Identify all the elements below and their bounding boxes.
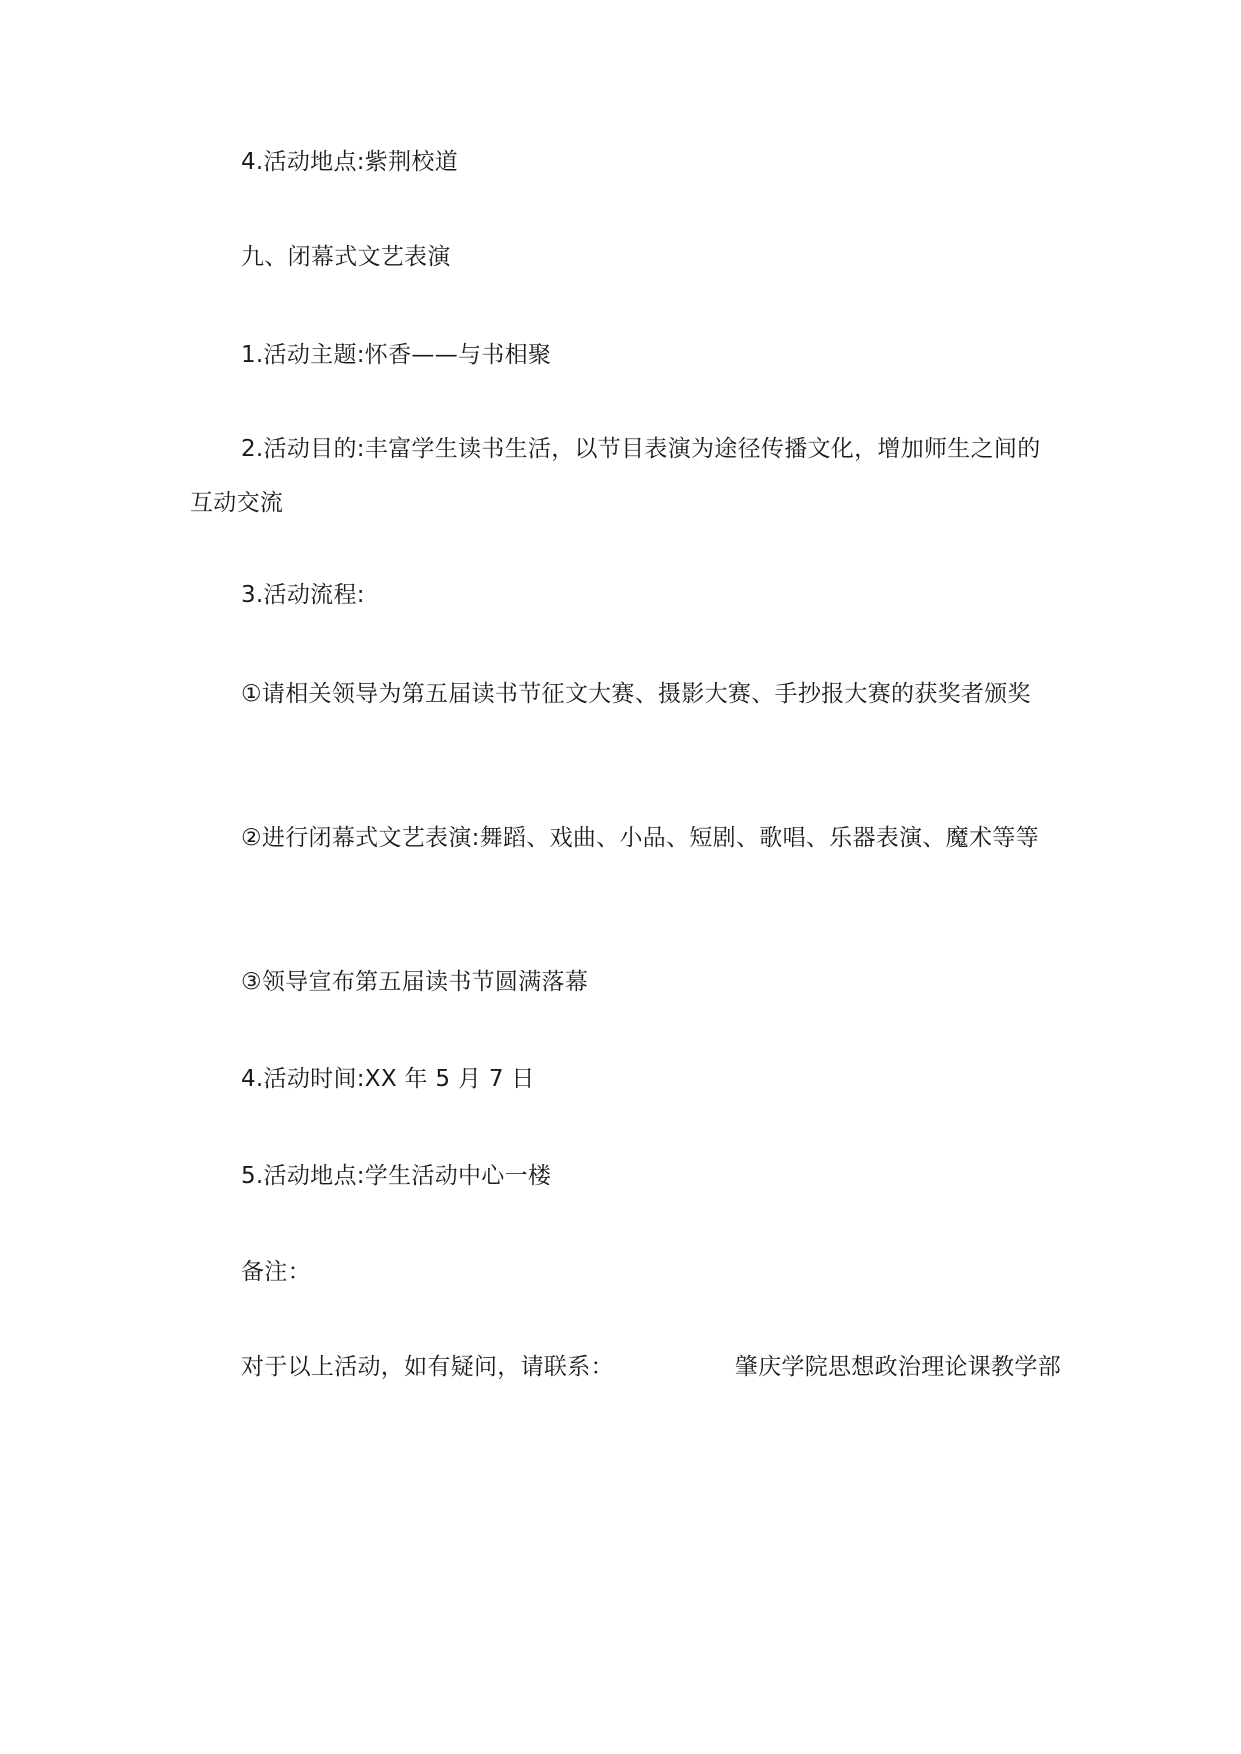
paragraph-venue: 4.活动地点:紫荆校道 — [241, 149, 458, 175]
paragraph-time: 4.活动时间:XX 年 5 月 7 日 — [241, 1066, 535, 1092]
paragraph-step-2: ②进行闭幕式文艺表演:舞蹈、戏曲、小品、短剧、歌唱、乐器表演、魔术等等 — [241, 825, 1039, 851]
paragraph-process-heading: 3.活动流程: — [241, 582, 365, 608]
section-heading-closing-performance: 九、闭幕式文艺表演 — [241, 244, 451, 270]
paragraph-theme: 1.活动主题:怀香——与书相聚 — [241, 342, 552, 368]
contact-line — [241, 1340, 1061, 1394]
contact-organization: 肇庆学院思想政治理论课教学部 — [734, 1354, 1061, 1380]
paragraph-location: 5.活动地点:学生活动中心一楼 — [241, 1163, 552, 1189]
paragraph-purpose: 2.活动目的:丰富学生读书生活，以节目表演为途径传播文化，增加师生之间的互动交流 — [190, 436, 1041, 516]
paragraph-notes-heading: 备注： — [241, 1259, 311, 1285]
paragraph-step-1: ①请相关领导为第五届读书节征文大赛、摄影大赛、手抄报大赛的获奖者颁奖 — [241, 681, 1031, 707]
contact-prompt: 对于以上活动，如有疑问，请联系： — [241, 1354, 614, 1380]
paragraph-step-3: ③领导宣布第五届读书节圆满落幕 — [241, 969, 589, 995]
